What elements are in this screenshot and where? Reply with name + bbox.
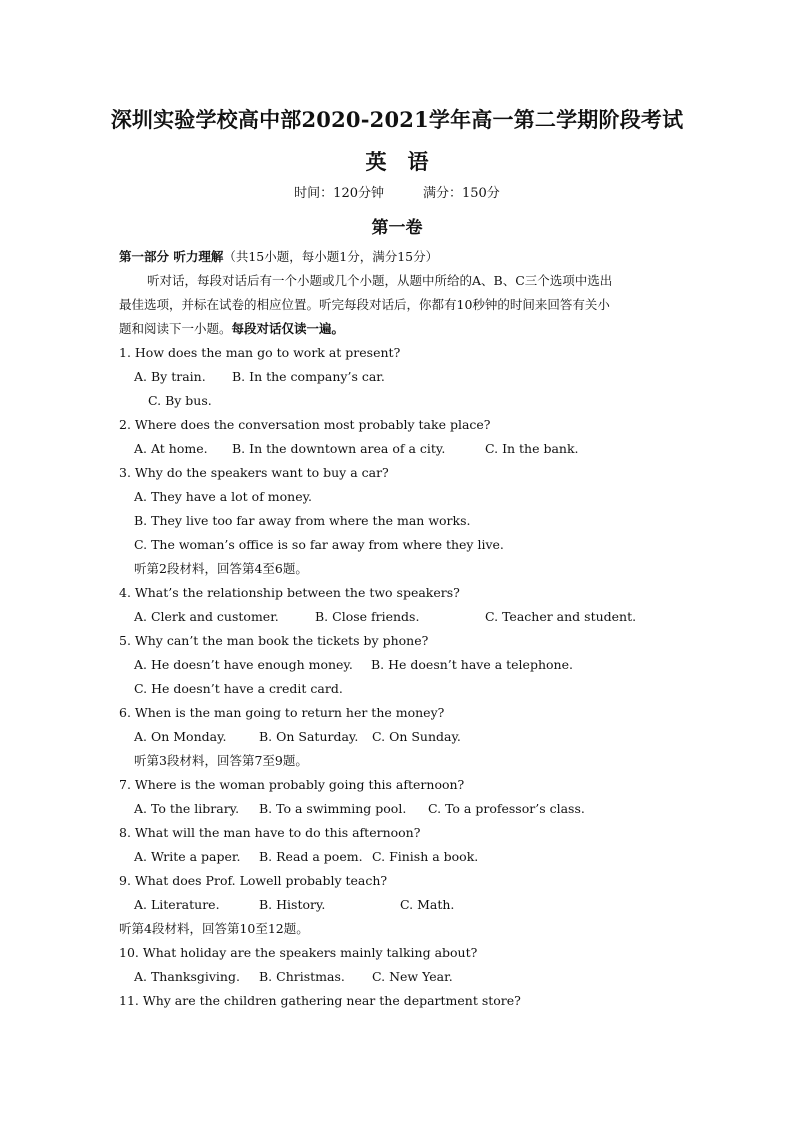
options-row (119, 893, 679, 917)
option-a: A. By train. (134, 369, 206, 384)
instruction-line (119, 317, 679, 341)
section-heading-bold: 第一部分 听力理解 (119, 249, 224, 264)
options-row (119, 389, 679, 413)
question-stem: 4. What’s the relationship between the two speakers? (119, 585, 460, 600)
exam-title: 深圳实验学校高中部2020-2021学年高一第二学期阶段考试 (110, 107, 684, 132)
option-c: C. Teacher and student. (485, 609, 637, 624)
material-note: 听第3段材料，回答第7至9题。 (134, 753, 308, 768)
option-b: B. In the company’s car. (232, 369, 385, 384)
option-a: A. Write a paper. (134, 849, 241, 864)
instruction-line: 听对话，每段对话后有一个小题或几个小题，从题中所给的A、B、C三个选项中选出 (147, 273, 613, 288)
subject-title: 英 语 (365, 149, 429, 174)
section-heading (119, 245, 679, 269)
time-and-score: 时间：120分钟 满分：150分 (294, 186, 500, 201)
options-row (119, 725, 679, 749)
option-a: A. At home. (134, 441, 208, 456)
option-c: C. By bus. (148, 393, 212, 408)
question-stem: 10. What holiday are the speakers mainly talking about? (119, 945, 478, 960)
question-stem: 6. When is the man going to return her the money? (119, 705, 445, 720)
option-a: A. Literature. (134, 897, 220, 912)
material-note: 听第4段材料，回答第10至12题。 (119, 921, 309, 936)
option-c: C. To a professor’s class. (428, 801, 585, 816)
option-b: B. On Saturday. (259, 729, 359, 744)
volume-heading: 第一卷 (371, 218, 423, 238)
option-c: C. The woman’s office is so far away from where they live. (134, 537, 504, 552)
option-a: A. He doesn’t have enough money. (134, 657, 353, 672)
instruction-text: 题和阅读下一小题。 (119, 321, 232, 336)
option-b: B. He doesn’t have a telephone. (371, 657, 573, 672)
question-stem: 3. Why do the speakers want to buy a car? (119, 465, 389, 480)
options-row (119, 437, 679, 461)
question-stem: 5. Why can’t the man book the tickets by phone? (119, 633, 429, 648)
question-stem: 1. How does the man go to work at present? (119, 345, 401, 360)
option-c: C. Finish a book. (372, 849, 479, 864)
question-stem: 2. Where does the conversation most probably take place? (119, 417, 491, 432)
exam-body (119, 245, 679, 1013)
option-a: A. Clerk and customer. (134, 609, 279, 624)
option-c: C. New Year. (372, 969, 453, 984)
option-c: C. In the bank. (485, 441, 579, 456)
option-a: A. They have a lot of money. (134, 489, 313, 504)
option-a: A. Thanksgiving. (134, 969, 240, 984)
options-row (119, 965, 679, 989)
option-c: C. Math. (400, 897, 455, 912)
question-stem: 7. Where is the woman probably going this afternoon? (119, 777, 465, 792)
option-b: B. Read a poem. (259, 849, 363, 864)
option-b: B. History. (259, 897, 326, 912)
option-c: C. On Sunday. (372, 729, 461, 744)
instruction-emphasis: 每段对话仅读一遍。 (231, 321, 345, 336)
option-a: A. On Monday. (134, 729, 227, 744)
options-row (119, 605, 679, 629)
option-a: A. To the library. (134, 801, 240, 816)
options-row (119, 797, 679, 821)
option-b: B. In the downtown area of a city. (232, 441, 446, 456)
question-stem: 8. What will the man have to do this afternoon? (119, 825, 421, 840)
option-c: C. He doesn’t have a credit card. (134, 681, 343, 696)
option-b: B. They live too far away from where the man works. (134, 513, 471, 528)
option-b: B. Christmas. (259, 969, 345, 984)
instruction-line: 最佳选项，并标在试卷的相应位置。听完每段对话后，你都有10秒钟的时间来回答有关小 (119, 297, 610, 312)
question-stem: 9. What does Prof. Lowell probably teach? (119, 873, 388, 888)
options-row (119, 365, 679, 389)
material-note: 听第2段材料，回答第4至6题。 (134, 561, 308, 576)
option-b: B. To a swimming pool. (259, 801, 407, 816)
section-heading-detail: （共15小题，每小题1分，满分15分） (223, 249, 439, 264)
options-row (119, 653, 679, 677)
option-b: B. Close friends. (315, 609, 420, 624)
question-stem: 11. Why are the children gathering near the department store? (119, 993, 521, 1008)
options-row (119, 845, 679, 869)
